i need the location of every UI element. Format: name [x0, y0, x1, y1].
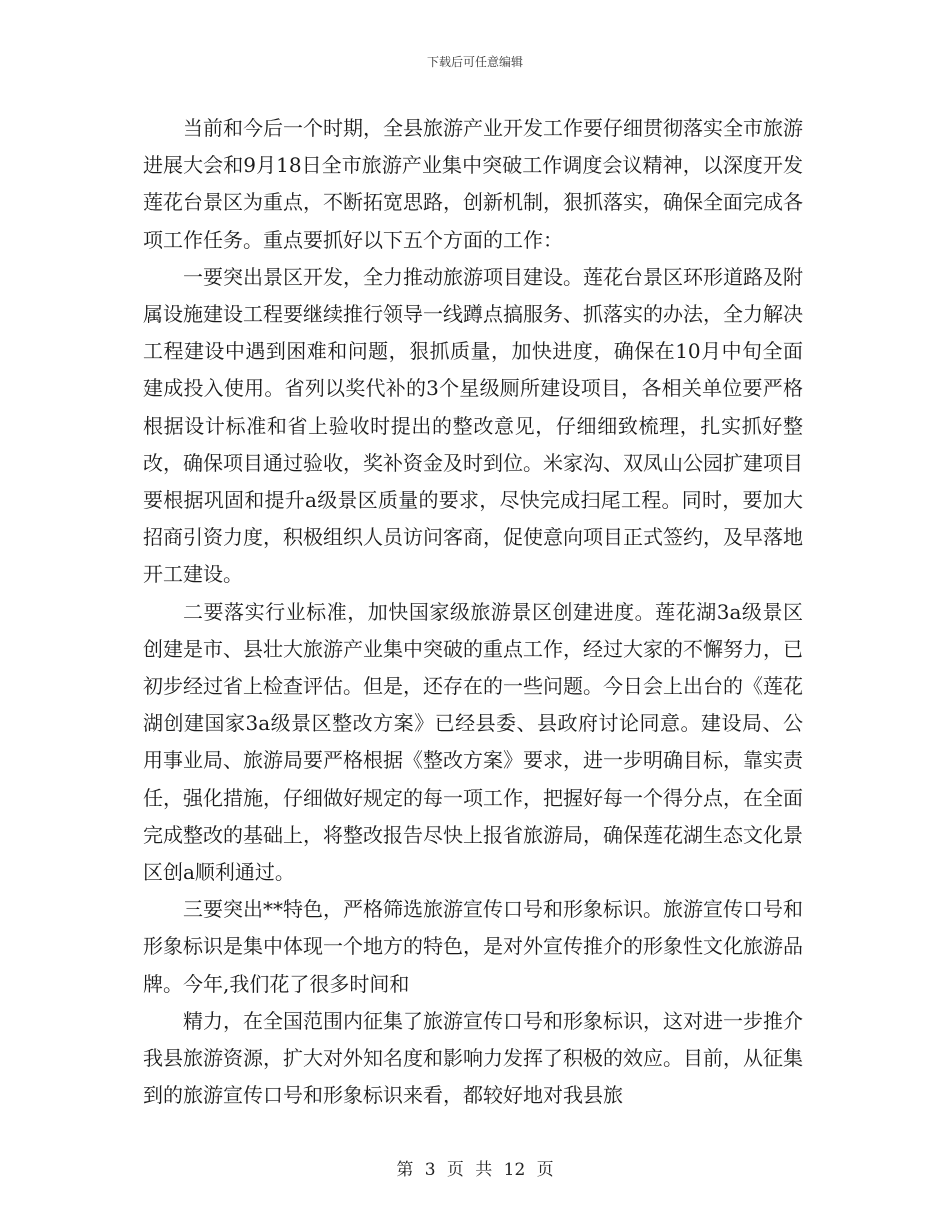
header-note: 下载后可任意编辑 [426, 55, 523, 69]
page-number: 第 3 页 共 12 页 [396, 1160, 554, 1180]
document-body [143, 110, 803, 1114]
paragraph-point-one: 一要突出景区开发，全力推动旅游项目建设。莲花台景区环形道路及附属设施建设工程要继续推行领导一线蹲点搞服务、抓落实的办法，全力解决工程建设中遇到困难和问题，狠抓质量，加快进度，确保在10月中旬全面建成投入使用。省列以奖代补的3个星级厕所建设项目，各相关单位要严格根据设计标准和省上验收时提出的整改意见，仔细细致梳理，扎实抓好整改，确保项目通过验收，奖补资金及时到位。米家沟、双凤山公园扩建项目要根据巩固和提升a级景区质量的要求，尽快完成扫尾工程。同时，要加大招商引资力度，积极组织人员访问客商，促使意向项目正式签约，及早落地开工建设。 [143, 264, 803, 587]
paragraph-continuation: 精力，在全国范围内征集了旅游宣传口号和形象标识，这对进一步推介我县旅游资源，扩大对外知名度和影响力发挥了积极的效应。目前，从征集到的旅游宣传口号和形象标识来看，都较好地对我县旅 [143, 1008, 803, 1108]
paragraph-intro: 当前和今后一个时期，全县旅游产业开发工作要仔细贯彻落实全市旅游进展大会和9月18日全市旅游产业集中突破工作调度会议精神，以深度开发莲花台景区为重点，不断拓宽思路，创新机制，狠抓落实，确保全面完成各项工作任务。重点要抓好以下五个方面的工作： [143, 116, 803, 252]
paragraph-point-two: 二要落实行业标准，加快国家级旅游景区创建进度。莲花湖3a级景区创建是市、县壮大旅游产业集中突破的重点工作，经过大家的不懈努力，已初步经过省上检查评估。但是，还存在的一些问题。今日会上出台的《莲花湖创建国家3a级景区整改方案》已经县委、县政府讨论同意。建设局、公用事业局、旅游局要严格根据《整改方案》要求，进一步明确目标，靠实责任，强化措施，仔细做好规定的每一项工作，把握好每一个得分点，在全面完成整改的基础上，将整改报告尽快上报省旅游局，确保莲花湖生态文化景区创a顺利通过。 [143, 599, 803, 885]
paragraph-point-three: 三要突出**特色，严格筛选旅游宣传口号和形象标识。旅游宣传口号和形象标识是集中体现一个地方的特色，是对外宣传推介的形象性文化旅游品牌。今年,我们花了很多时间和 [143, 897, 803, 996]
